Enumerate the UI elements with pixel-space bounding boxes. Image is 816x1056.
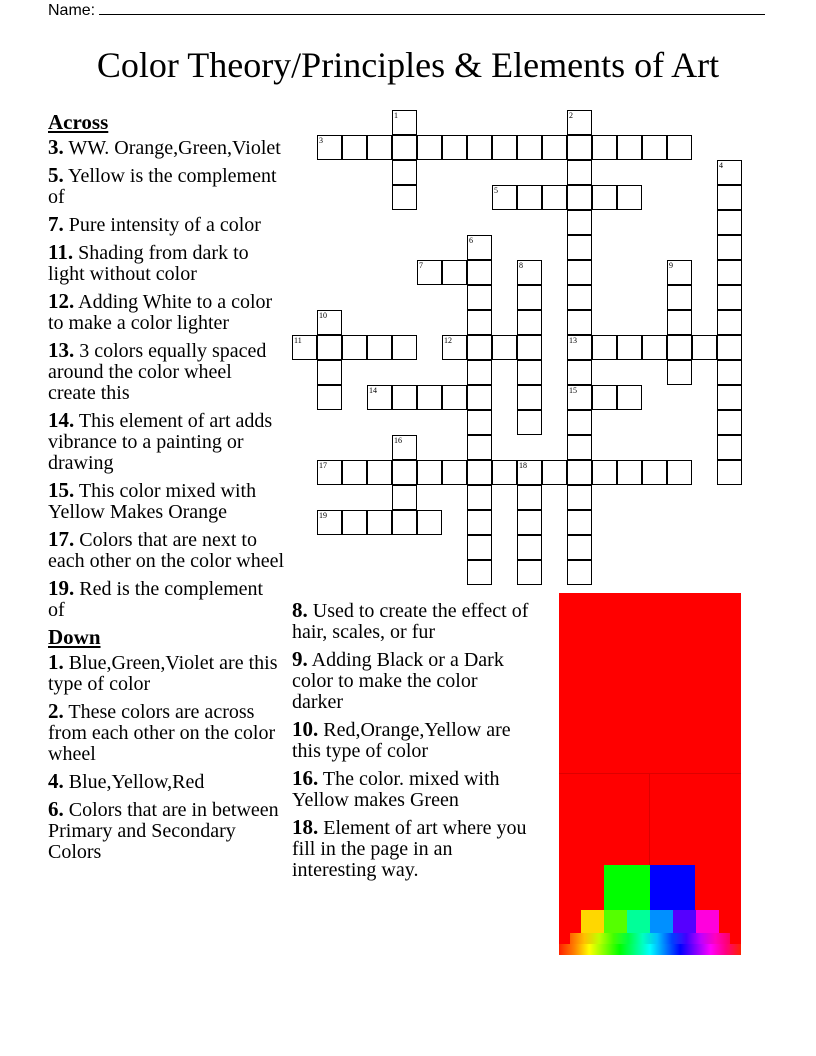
grid-cell[interactable] (317, 385, 342, 410)
cell-number: 13 (569, 336, 577, 345)
grid-cell[interactable] (692, 335, 717, 360)
clue-7 (48, 214, 284, 236)
grid-cell[interactable] (667, 285, 692, 310)
cell-number: 11 (294, 336, 302, 345)
grid-cell[interactable] (567, 485, 592, 510)
clue-number: 7. (48, 212, 64, 236)
clue-14 (48, 410, 284, 474)
grid-cell[interactable] (442, 385, 467, 410)
cell-number: 10 (319, 311, 327, 320)
grid-cell[interactable] (592, 185, 617, 210)
grid-cell[interactable] (392, 460, 417, 485)
grid-cell[interactable] (317, 360, 342, 385)
grid-cell[interactable] (517, 385, 542, 410)
clue-8 (292, 600, 532, 643)
clue-text: Adding Black or a Dark color to make the color darker (292, 649, 504, 713)
clue-text: Blue,Green,Violet are this type of color (48, 652, 278, 695)
clue-number: 4. (48, 769, 64, 793)
grid-cell[interactable] (567, 235, 592, 260)
cell-number: 16 (394, 436, 402, 445)
grid-cell[interactable] (567, 360, 592, 385)
grid-cell[interactable] (467, 260, 492, 285)
grid-cell[interactable] (342, 335, 367, 360)
clue-number: 10. (292, 717, 319, 741)
clue-number: 12. (48, 289, 75, 313)
grid-cell[interactable] (567, 535, 592, 560)
grid-cell[interactable] (642, 460, 667, 485)
grid-cell[interactable] (467, 285, 492, 310)
grid-cell[interactable] (467, 510, 492, 535)
grid-cell[interactable] (442, 135, 467, 160)
clue-12 (48, 291, 284, 334)
art-row-4 (570, 933, 730, 944)
grid-cell[interactable] (517, 535, 542, 560)
grid-cell[interactable] (517, 260, 542, 285)
grid-cell[interactable] (467, 435, 492, 460)
grid-cell[interactable] (392, 160, 417, 185)
clue-1 (48, 652, 284, 695)
art-blue-block (650, 865, 695, 910)
grid-cell[interactable] (317, 335, 342, 360)
cell-number: 5 (494, 186, 498, 195)
art-row-3 (581, 910, 719, 933)
cell-number: 12 (444, 336, 452, 345)
cell-number: 6 (469, 236, 473, 245)
grid-cell[interactable] (617, 385, 642, 410)
cell-number: 4 (719, 161, 723, 170)
name-line[interactable] (99, 0, 765, 15)
clue-11 (48, 242, 284, 285)
grid-cell[interactable] (467, 135, 492, 160)
color-gradient-image (559, 593, 741, 955)
across-clues (48, 137, 284, 621)
grid-cell[interactable] (667, 135, 692, 160)
clue-text: These colors are across from each other on the color wheel (48, 701, 276, 765)
clue-number: 9. (292, 647, 308, 671)
clue-number: 1. (48, 650, 64, 674)
grid-cell[interactable] (717, 310, 742, 335)
clue-text: Used to create the effect of hair, scales, or fur (292, 600, 529, 643)
grid-cell[interactable] (317, 510, 342, 535)
grid-cell[interactable] (467, 410, 492, 435)
down-clues-part1 (48, 652, 284, 863)
clue-13 (48, 340, 284, 404)
grid-cell[interactable] (392, 110, 417, 135)
clues-column-right (292, 600, 532, 887)
grid-cell[interactable] (517, 135, 542, 160)
grid-cell[interactable] (467, 485, 492, 510)
clue-16 (292, 768, 532, 811)
grid-cell[interactable] (292, 335, 317, 360)
grid-cell[interactable] (567, 310, 592, 335)
grid-cell[interactable] (592, 135, 617, 160)
grid-cell[interactable] (592, 335, 617, 360)
clue-number: 8. (292, 598, 308, 622)
grid-cell[interactable] (492, 135, 517, 160)
cell-number: 9 (669, 261, 673, 270)
clue-text: Blue,Yellow,Red (68, 771, 205, 793)
grid-cell[interactable] (592, 385, 617, 410)
grid-cell[interactable] (717, 335, 742, 360)
grid-cell[interactable] (567, 185, 592, 210)
cell-number: 7 (419, 261, 423, 270)
clue-18 (292, 817, 532, 881)
grid-cell[interactable] (517, 310, 542, 335)
clue-number: 3. (48, 135, 64, 159)
grid-cell[interactable] (442, 260, 467, 285)
cell-number: 8 (519, 261, 523, 270)
grid-cell[interactable] (717, 460, 742, 485)
clue-6 (48, 799, 284, 863)
grid-cell[interactable] (342, 510, 367, 535)
clue-text: Colors that are in between Primary and Secondary Colors (48, 799, 279, 863)
clue-number: 13. (48, 338, 75, 362)
grid-cell[interactable] (467, 360, 492, 385)
grid-cell[interactable] (492, 335, 517, 360)
grid-cell[interactable] (667, 335, 692, 360)
grid-cell[interactable] (517, 410, 542, 435)
art-row-5 (559, 944, 741, 955)
clue-number: 15. (48, 478, 75, 502)
clue-number: 18. (292, 815, 319, 839)
grid-cell[interactable] (567, 410, 592, 435)
grid-cell[interactable] (467, 460, 492, 485)
grid-cell[interactable] (442, 460, 467, 485)
grid-cell[interactable] (667, 260, 692, 285)
art-divider-v (649, 773, 650, 865)
grid-cell[interactable] (467, 385, 492, 410)
grid-cell[interactable] (567, 435, 592, 460)
grid-cell[interactable] (517, 360, 542, 385)
grid-cell[interactable] (392, 510, 417, 535)
grid-cell[interactable] (417, 510, 442, 535)
clue-number: 17. (48, 527, 75, 551)
grid-cell[interactable] (592, 460, 617, 485)
name-field[interactable] (48, 0, 765, 20)
across-heading: Across (48, 110, 109, 134)
grid-cell[interactable] (467, 310, 492, 335)
clue-19 (48, 578, 284, 621)
grid-cell[interactable] (317, 310, 342, 335)
cell-number: 15 (569, 386, 577, 395)
grid-cell[interactable] (567, 110, 592, 135)
grid-cell[interactable] (392, 485, 417, 510)
clue-text: Red is the complement of (48, 578, 264, 621)
grid-cell[interactable] (392, 435, 417, 460)
cell-number: 19 (319, 511, 327, 520)
grid-cell[interactable] (567, 260, 592, 285)
grid-cell[interactable] (492, 185, 517, 210)
art-green-block (604, 865, 650, 910)
grid-cell[interactable] (367, 135, 392, 160)
clue-text: Yellow is the complement of (48, 165, 277, 208)
grid-cell[interactable] (617, 135, 642, 160)
name-label: Name: (48, 2, 96, 19)
grid-cell[interactable] (367, 335, 392, 360)
grid-cell[interactable] (617, 335, 642, 360)
grid-cell[interactable] (717, 360, 742, 385)
grid-cell[interactable] (542, 460, 567, 485)
clue-9 (292, 649, 532, 713)
down-heading: Down (48, 625, 101, 649)
grid-cell[interactable] (567, 385, 592, 410)
grid-cell[interactable] (567, 285, 592, 310)
clue-3 (48, 137, 284, 159)
grid-cell[interactable] (717, 385, 742, 410)
grid-cell[interactable] (667, 460, 692, 485)
grid-cell[interactable] (567, 210, 592, 235)
grid-cell[interactable] (417, 135, 442, 160)
clue-10 (292, 719, 532, 762)
grid-cell[interactable] (517, 460, 542, 485)
clue-text: Colors that are next to each other on the color wheel (48, 529, 285, 572)
clue-text: Red,Orange,Yellow are this type of color (292, 719, 511, 762)
grid-cell[interactable] (417, 260, 442, 285)
grid-cell[interactable] (517, 285, 542, 310)
clue-number: 16. (292, 766, 319, 790)
cell-number: 14 (369, 386, 377, 395)
grid-cell[interactable] (367, 460, 392, 485)
grid-cell[interactable] (392, 135, 417, 160)
clue-number: 5. (48, 163, 64, 187)
clue-number: 6. (48, 797, 64, 821)
grid-cell[interactable] (342, 460, 367, 485)
grid-cell[interactable] (642, 135, 667, 160)
grid-cell[interactable] (717, 160, 742, 185)
grid-cell[interactable] (417, 385, 442, 410)
grid-cell[interactable] (517, 560, 542, 585)
page-title: Color Theory/Principles & Elements of Art (96, 45, 720, 85)
grid-cell[interactable] (367, 510, 392, 535)
clue-5 (48, 165, 284, 208)
grid-cell[interactable] (342, 135, 367, 160)
clue-text: Pure intensity of a color (68, 214, 261, 236)
clue-text: Element of art where you fill in the page in an interesting way. (292, 817, 527, 881)
clue-text: Shading from dark to light without color (48, 242, 249, 285)
grid-cell[interactable] (717, 210, 742, 235)
grid-cell[interactable] (717, 260, 742, 285)
grid-cell[interactable] (517, 485, 542, 510)
grid-cell[interactable] (317, 135, 342, 160)
grid-cell[interactable] (567, 135, 592, 160)
clue-number: 2. (48, 699, 64, 723)
grid-cell[interactable] (642, 335, 667, 360)
grid-cell[interactable] (567, 510, 592, 535)
grid-cell[interactable] (467, 560, 492, 585)
clue-2 (48, 701, 284, 765)
grid-cell[interactable] (542, 185, 567, 210)
clue-text: The color. mixed with Yellow makes Green (292, 768, 500, 811)
grid-cell[interactable] (717, 410, 742, 435)
grid-cell[interactable] (392, 385, 417, 410)
grid-cell[interactable] (667, 310, 692, 335)
clue-number: 11. (48, 240, 74, 264)
grid-cell[interactable] (517, 335, 542, 360)
clue-text: 3 colors equally spaced around the color wheel create this (48, 340, 267, 404)
clue-4 (48, 771, 284, 793)
grid-cell[interactable] (617, 185, 642, 210)
cell-number: 2 (569, 111, 573, 120)
grid-cell[interactable] (467, 335, 492, 360)
clue-17 (48, 529, 284, 572)
grid-cell[interactable] (392, 335, 417, 360)
clue-number: 19. (48, 576, 75, 600)
grid-cell[interactable] (717, 185, 742, 210)
grid-cell[interactable] (717, 285, 742, 310)
clue-number: 14. (48, 408, 75, 432)
grid-cell[interactable] (617, 460, 642, 485)
grid-cell[interactable] (492, 460, 517, 485)
grid-cell[interactable] (317, 460, 342, 485)
grid-cell[interactable] (392, 185, 417, 210)
grid-cell[interactable] (567, 160, 592, 185)
cell-number: 3 (319, 136, 323, 145)
cell-number: 18 (519, 461, 527, 470)
grid-cell[interactable] (517, 185, 542, 210)
grid-cell[interactable] (517, 510, 542, 535)
clue-text: Adding White to a color to make a color lighter (48, 291, 273, 334)
grid-cell[interactable] (367, 385, 392, 410)
clue-15 (48, 480, 284, 523)
clue-text: WW. Orange,Green,Violet (68, 137, 281, 159)
grid-cell[interactable] (467, 235, 492, 260)
cell-number: 1 (394, 111, 398, 120)
grid-cell[interactable] (442, 335, 467, 360)
grid-cell[interactable] (467, 535, 492, 560)
art-divider-h (559, 773, 741, 774)
grid-cell[interactable] (717, 235, 742, 260)
grid-cell[interactable] (567, 335, 592, 360)
grid-cell[interactable] (667, 360, 692, 385)
clues-column-left (48, 112, 284, 869)
clue-text: This color mixed with Yellow Makes Orange (48, 480, 257, 523)
grid-cell[interactable] (567, 560, 592, 585)
grid-cell[interactable] (542, 135, 567, 160)
down-clues-part2 (292, 600, 532, 881)
grid-cell[interactable] (417, 460, 442, 485)
grid-cell[interactable] (567, 460, 592, 485)
grid-cell[interactable] (717, 435, 742, 460)
clue-text: This element of art adds vibrance to a painting or drawing (48, 410, 273, 474)
cell-number: 17 (319, 461, 327, 470)
